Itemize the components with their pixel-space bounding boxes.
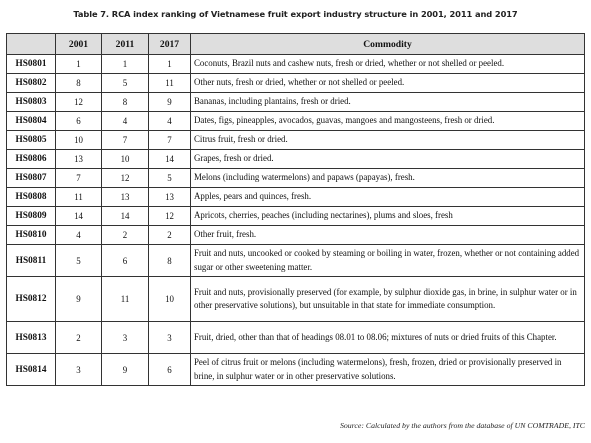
- commodity-cell: Dates, figs, pineapples, avocados, guavas, mangoes and mangosteens, fresh or dried.: [191, 112, 585, 131]
- rank-2001-cell: 10: [56, 131, 102, 150]
- rank-2011-cell: 8: [102, 93, 149, 112]
- rank-2001-cell: 12: [56, 93, 102, 112]
- table-body: [7, 55, 585, 386]
- rank-2017-cell: 8: [149, 245, 191, 277]
- rank-2017-cell: 1: [149, 55, 191, 74]
- rank-2001-cell: 1: [56, 55, 102, 74]
- rank-2001-cell: 9: [56, 277, 102, 322]
- hs-code-cell: HS0807: [7, 169, 56, 188]
- rank-2001-cell: 8: [56, 74, 102, 93]
- rank-2011-cell: 10: [102, 150, 149, 169]
- rank-2017-cell: 9: [149, 93, 191, 112]
- rank-2001-cell: 3: [56, 354, 102, 386]
- hs-code-cell: HS0812: [7, 277, 56, 322]
- rank-2001-cell: 13: [56, 150, 102, 169]
- table-row: [7, 277, 585, 322]
- hs-code-cell: HS0811: [7, 245, 56, 277]
- rank-2001-cell: 7: [56, 169, 102, 188]
- rank-2011-cell: 13: [102, 188, 149, 207]
- rank-2017-cell: 10: [149, 277, 191, 322]
- table-row: [7, 245, 585, 277]
- commodity-cell: Melons (including watermelons) and papaws (papayas), fresh.: [191, 169, 585, 188]
- table-row: [7, 74, 585, 93]
- rank-2011-cell: 5: [102, 74, 149, 93]
- commodity-cell: Apples, pears and quinces, fresh.: [191, 188, 585, 207]
- rank-2017-cell: 14: [149, 150, 191, 169]
- rank-2017-cell: 3: [149, 322, 191, 354]
- rank-2011-cell: 7: [102, 131, 149, 150]
- header-2001: 2001: [56, 34, 102, 55]
- table-row: [7, 131, 585, 150]
- rank-2001-cell: 4: [56, 226, 102, 245]
- commodity-cell: Fruit and nuts, uncooked or cooked by steaming or boiling in water, frozen, whether or not containing added sugar or other sweetening matter.: [191, 245, 585, 277]
- table-header-row: [7, 34, 585, 55]
- header-code: [7, 34, 56, 55]
- table-row: [7, 112, 585, 131]
- source-note: Source: Calculated by the authors from the database of UN COMTRADE, ITC: [339, 421, 585, 430]
- rank-2001-cell: 6: [56, 112, 102, 131]
- header-2017: 2017: [149, 34, 191, 55]
- hs-code-cell: HS0804: [7, 112, 56, 131]
- rank-2017-cell: 13: [149, 188, 191, 207]
- rank-2017-cell: 4: [149, 112, 191, 131]
- table-row: [7, 322, 585, 354]
- rank-2001-cell: 2: [56, 322, 102, 354]
- table-row: [7, 150, 585, 169]
- rank-2017-cell: 7: [149, 131, 191, 150]
- hs-code-cell: HS0802: [7, 74, 56, 93]
- table-row: [7, 354, 585, 386]
- hs-code-cell: HS0810: [7, 226, 56, 245]
- table-row: [7, 93, 585, 112]
- commodity-cell: Peel of citrus fruit or melons (including watermelons), fresh, frozen, dried or provisionally preserved in brine, in sulphur water or in other preservative solutions.: [191, 354, 585, 386]
- rank-2011-cell: 11: [102, 277, 149, 322]
- rank-2017-cell: 2: [149, 226, 191, 245]
- hs-code-cell: HS0814: [7, 354, 56, 386]
- rank-2001-cell: 5: [56, 245, 102, 277]
- rank-2011-cell: 6: [102, 245, 149, 277]
- table-row: [7, 169, 585, 188]
- hs-code-cell: HS0803: [7, 93, 56, 112]
- hs-code-cell: HS0801: [7, 55, 56, 74]
- table-title: Table 7. RCA index ranking of Vietnamese fruit export industry structure in 2001, 2011 and 2017: [73, 9, 518, 19]
- rank-2011-cell: 9: [102, 354, 149, 386]
- hs-code-cell: HS0805: [7, 131, 56, 150]
- commodity-cell: Apricots, cherries, peaches (including nectarines), plums and sloes, fresh: [191, 207, 585, 226]
- rank-2001-cell: 11: [56, 188, 102, 207]
- header-commodity: Commodity: [191, 34, 585, 55]
- commodity-cell: Other fruit, fresh.: [191, 226, 585, 245]
- hs-code-cell: HS0808: [7, 188, 56, 207]
- hs-code-cell: HS0813: [7, 322, 56, 354]
- rank-2011-cell: 3: [102, 322, 149, 354]
- table-row: [7, 188, 585, 207]
- rank-2011-cell: 1: [102, 55, 149, 74]
- rank-2011-cell: 12: [102, 169, 149, 188]
- rank-2017-cell: 6: [149, 354, 191, 386]
- rca-ranking-table: [6, 33, 585, 386]
- rank-2017-cell: 12: [149, 207, 191, 226]
- rank-2001-cell: 14: [56, 207, 102, 226]
- commodity-cell: Bananas, including plantains, fresh or dried.: [191, 93, 585, 112]
- commodity-cell: Citrus fruit, fresh or dried.: [191, 131, 585, 150]
- hs-code-cell: HS0809: [7, 207, 56, 226]
- commodity-cell: Coconuts, Brazil nuts and cashew nuts, fresh or dried, whether or not shelled or peeled.: [191, 55, 585, 74]
- rank-2017-cell: 5: [149, 169, 191, 188]
- rank-2011-cell: 14: [102, 207, 149, 226]
- commodity-cell: Fruit, dried, other than that of headings 08.01 to 08.06; mixtures of nuts or dried fruits of this Chapter.: [191, 322, 585, 354]
- commodity-cell: Other nuts, fresh or dried, whether or not shelled or peeled.: [191, 74, 585, 93]
- table-row: [7, 207, 585, 226]
- table-row: [7, 226, 585, 245]
- table-row: [7, 55, 585, 74]
- rank-2017-cell: 11: [149, 74, 191, 93]
- rank-2011-cell: 4: [102, 112, 149, 131]
- rank-2011-cell: 2: [102, 226, 149, 245]
- commodity-cell: Fruit and nuts, provisionally preserved (for example, by sulphur dioxide gas, in brine, in sulphur water or in other preservative solutions), but unsuitable in that state for immediate consumption.: [191, 277, 585, 322]
- commodity-cell: Grapes, fresh or dried.: [191, 150, 585, 169]
- header-2011: 2011: [102, 34, 149, 55]
- hs-code-cell: HS0806: [7, 150, 56, 169]
